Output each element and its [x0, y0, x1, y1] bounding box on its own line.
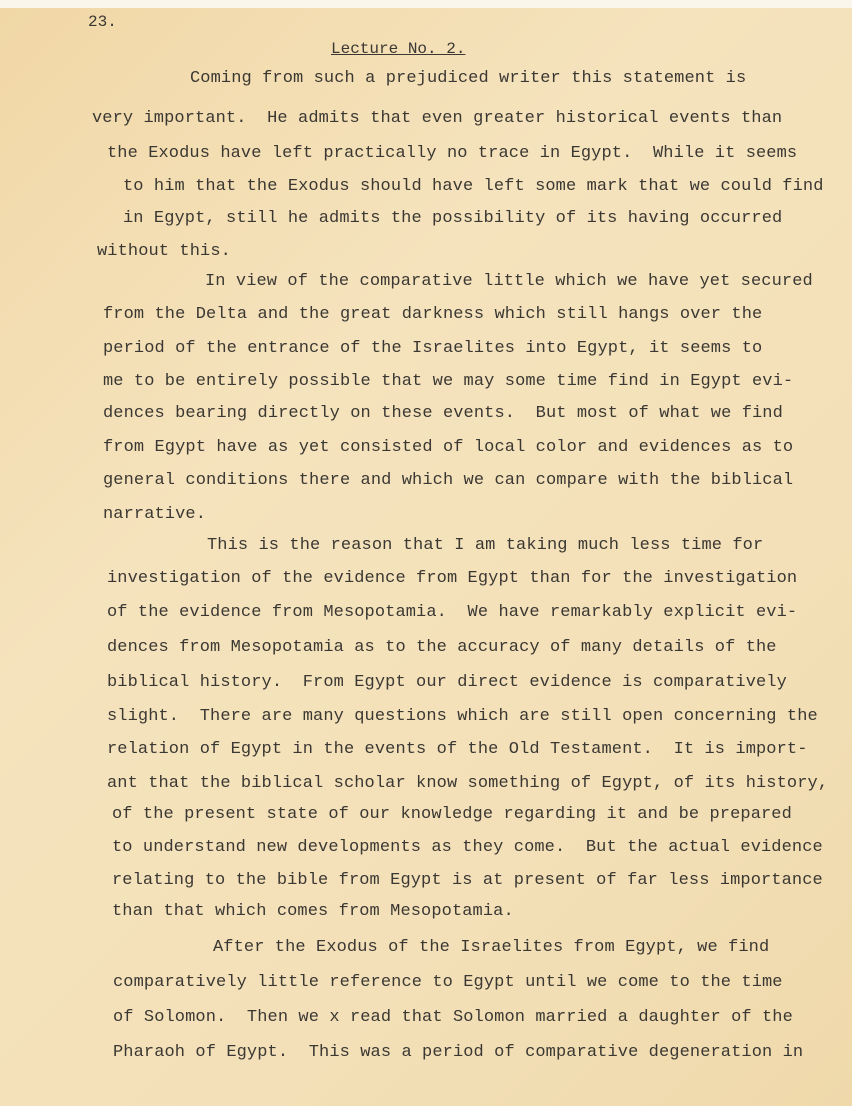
- text-line: to him that the Exodus should have left some mark that we could find: [123, 177, 824, 196]
- text-line: of the present state of our knowledge regarding it and be prepared: [112, 805, 792, 824]
- text-line: slight. There are many questions which are still open concerning the: [107, 707, 818, 726]
- text-line: of Solomon. Then we x read that Solomon married a daughter of the: [113, 1008, 793, 1027]
- text-line: After the Exodus of the Israelites from Egypt, we find: [213, 938, 770, 957]
- text-line: This is the reason that I am taking much less time for: [207, 536, 764, 555]
- page-title: Lecture No. 2.: [331, 40, 466, 58]
- text-line: the Exodus have left practically no trace in Egypt. While it seems: [107, 144, 798, 163]
- text-line: comparatively little reference to Egypt until we come to the time: [113, 973, 783, 992]
- text-line: In view of the comparative little which we have yet secured: [205, 272, 813, 291]
- text-line: ant that the biblical scholar know something of Egypt, of its history,: [107, 774, 829, 793]
- text-line: investigation of the evidence from Egypt than for the investigation: [107, 569, 798, 588]
- page-edge: [0, 0, 852, 8]
- text-line: Coming from such a prejudiced writer this statement is: [190, 69, 747, 88]
- text-line: general conditions there and which we can compare with the biblical: [103, 471, 794, 490]
- text-line: of the evidence from Mesopotamia. We have remarkably explicit evi-: [107, 603, 798, 622]
- text-line: from the Delta and the great darkness which still hangs over the: [103, 305, 763, 324]
- text-line: than that which comes from Mesopotamia.: [112, 902, 514, 921]
- text-line: me to be entirely possible that we may some time find in Egypt evi-: [103, 372, 794, 391]
- text-line: without this.: [97, 242, 231, 261]
- text-line: dences from Mesopotamia as to the accuracy of many details of the: [107, 638, 777, 657]
- text-line: very important. He admits that even greater historical events than: [92, 109, 783, 128]
- text-line: narrative.: [103, 505, 207, 524]
- page-number: 23.: [88, 13, 117, 31]
- text-line: from Egypt have as yet consisted of local color and evidences as to: [103, 438, 794, 457]
- text-line: period of the entrance of the Israelites into Egypt, it seems to: [103, 339, 763, 358]
- text-line: in Egypt, still he admits the possibility of its having occurred: [123, 209, 783, 228]
- text-line: dences bearing directly on these events. But most of what we find: [103, 404, 783, 423]
- text-line: relating to the bible from Egypt is at present of far less importance: [112, 871, 823, 890]
- text-line: biblical history. From Egypt our direct evidence is comparatively: [107, 673, 787, 692]
- text-line: Pharaoh of Egypt. This was a period of comparative degeneration in: [113, 1043, 804, 1062]
- text-line: to understand new developments as they come. But the actual evidence: [112, 838, 823, 857]
- text-line: relation of Egypt in the events of the Old Testament. It is import-: [107, 740, 808, 759]
